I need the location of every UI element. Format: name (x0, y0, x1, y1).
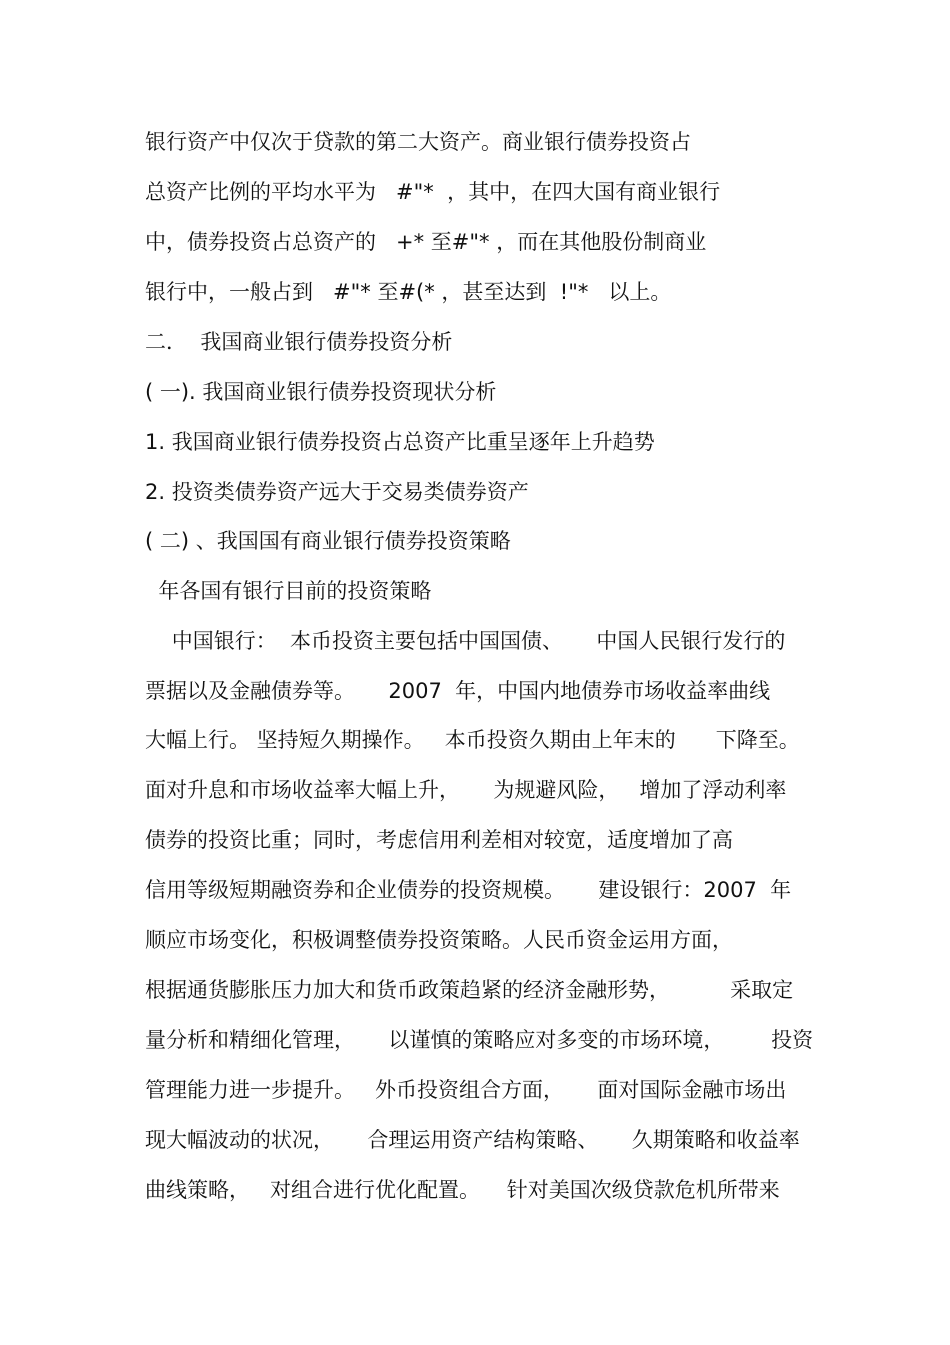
text-line-2: 总资产比例的平均水平为 #"* ，其中，在四大国有商业银行 (145, 180, 721, 204)
text-line-19: 量分析和精细化管理， 以谨慎的策略应对多变的市场环境， 投资 (145, 1028, 814, 1052)
text-line-20: 管理能力进一步提升。 外币投资组合方面， 面对国际金融市场出 (145, 1078, 787, 1102)
text-line-1: 银行资产中仅次于贷款的第二大资产。商业银行债券投资占 (145, 130, 691, 154)
text-line-18: 根据通货膨胀压力加大和货币政策趋紧的经济金融形势， 采取定 (145, 978, 794, 1002)
text-line-11: 中国银行： 本币投资主要包括中国国债、 中国人民银行发行的 (145, 629, 786, 653)
subsection-heading-2: ( 二) 、我国国有商业银行债券投资策略 (145, 529, 511, 553)
text-line-3: 中，债券投资占总资产的 +* 至#"* ，而在其他股份制商业 (145, 230, 707, 254)
text-line-17: 顺应市场变化，积极调整债券投资策略。人民币资金运用方面， (145, 928, 733, 952)
text-line-12: 票据以及金融债券等。 2007 年，中国内地债券市场收益率曲线 (145, 679, 771, 703)
text-line-14: 面对升息和市场收益率大幅上升， 为规避风险， 增加了浮动利率 (145, 778, 787, 802)
text-line-10: 年各国有银行目前的投资策略 (145, 579, 432, 603)
text-line-16: 信用等级短期融资券和企业债券的投资规模。 建设银行：2007 年 (145, 878, 792, 902)
text-line-4: 银行中，一般占到 #"* 至#(* ，甚至达到 !"* 以上。 (145, 280, 672, 304)
text-line-22: 曲线策略， 对组合进行优化配置。 针对美国次级贷款危机所带来 (145, 1178, 780, 1202)
text-line-13: 大幅上行。 坚持短久期操作。 本币投资久期由上年末的 下降至。 (145, 728, 800, 752)
text-line-15: 债券的投资比重；同时，考虑信用利差相对较宽，适度增加了高 (145, 828, 733, 852)
list-item-1: 1. 我国商业银行债券投资占总资产比重呈逐年上升趋势 (145, 430, 655, 454)
subsection-heading-1: ( 一). 我国商业银行债券投资现状分析 (145, 380, 497, 404)
section-heading-2: 二． 我国商业银行债券投资分析 (145, 330, 453, 354)
list-item-2: 2. 投资类债券资产远大于交易类债券资产 (145, 480, 529, 504)
text-line-21: 现大幅波动的状况， 合理运用资产结构策略、 久期策略和收益率 (145, 1128, 800, 1152)
